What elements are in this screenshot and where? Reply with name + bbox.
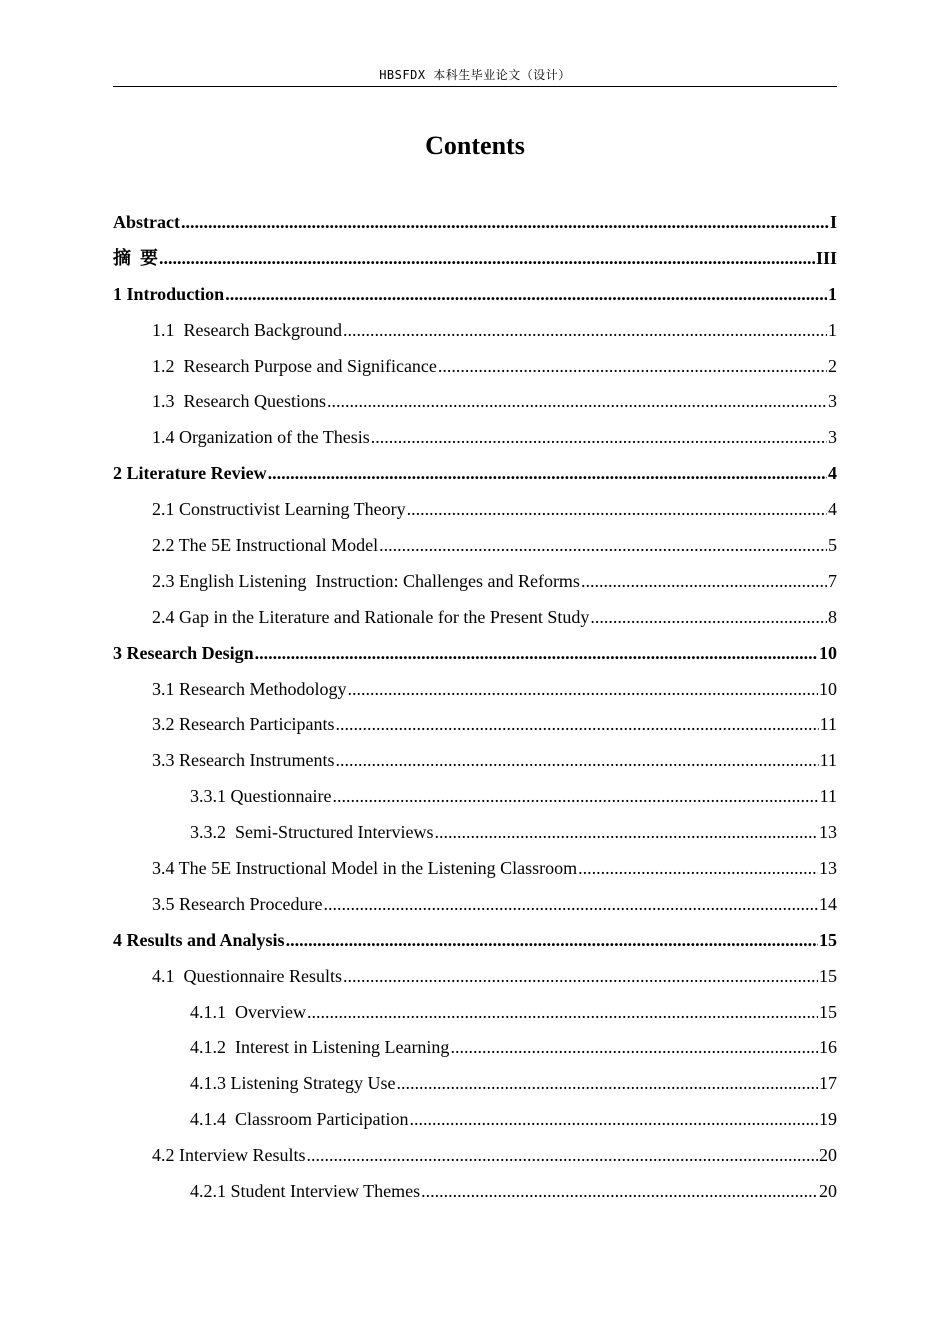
toc-entry-title: 3.1 Research Methodology (152, 678, 347, 699)
page-header: HBSFDX 本科生毕业论文（设计） (379, 68, 571, 82)
toc-dot-leader (450, 1036, 818, 1058)
toc-entry-title: 3.5 Research Procedure (152, 893, 323, 914)
toc-entry-title: 4.1.1 Overview (190, 1001, 306, 1022)
toc-entry-page-number: 4 (828, 499, 837, 520)
toc-dot-leader (396, 1072, 818, 1094)
toc-entry-page-number: 10 (819, 678, 837, 699)
toc-dot-leader (590, 606, 827, 628)
toc-entry-page-number: 7 (828, 570, 837, 591)
toc-entry[interactable] (113, 491, 837, 527)
toc-entry-title: 4.1.3 Listening Strategy Use (190, 1073, 396, 1094)
toc-dot-leader (286, 929, 818, 951)
toc-entry-page-number: 11 (819, 750, 837, 771)
toc-entry-title: 3.2 Research Participants (152, 714, 335, 735)
toc-entry[interactable] (113, 1101, 837, 1137)
toc-entry[interactable] (113, 850, 837, 886)
toc-entry[interactable] (113, 994, 837, 1030)
toc-entry-title: 4.2.1 Student Interview Themes (190, 1180, 421, 1201)
toc-entry-title: 4.1.4 Classroom Participation (190, 1109, 409, 1130)
toc-entry[interactable] (113, 778, 837, 814)
toc-dot-leader (578, 857, 818, 879)
toc-entry-title: 3.3 Research Instruments (152, 750, 335, 771)
toc-entry[interactable] (113, 922, 837, 958)
toc-dot-leader (421, 1180, 818, 1202)
toc-dot-leader (335, 713, 818, 735)
page-title: Contents (425, 131, 525, 160)
toc-dot-leader (255, 642, 818, 664)
toc-entry-page-number: 11 (819, 714, 837, 735)
toc-entry[interactable] (113, 527, 837, 563)
toc-entry-page-number: 3 (828, 391, 837, 412)
toc-entry-title: 3.4 The 5E Instructional Model in the Listening Classroom (152, 857, 578, 878)
toc-entry-page-number: 15 (819, 1001, 837, 1022)
toc-entry[interactable] (113, 742, 837, 778)
toc-entry-title: 4 Results and Analysis (113, 929, 285, 950)
toc-entry[interactable] (113, 886, 837, 922)
toc-dot-leader (438, 355, 827, 377)
toc-entry-title: 3 Research Design (113, 642, 254, 663)
toc-entry[interactable] (113, 204, 837, 240)
toc-entry[interactable] (113, 1173, 837, 1209)
toc-entry-page-number: 19 (819, 1109, 837, 1130)
toc-dot-leader (268, 462, 827, 484)
toc-entry-page-number: 13 (819, 857, 837, 878)
toc-entry-title: 摘 要 (113, 247, 158, 268)
toc-dot-leader (407, 498, 827, 520)
toc-entry-title: 2.1 Constructivist Learning Theory (152, 499, 406, 520)
toc-entry[interactable] (113, 419, 837, 455)
toc-entry[interactable] (113, 814, 837, 850)
toc-entry-title: 4.1.2 Interest in Listening Learning (190, 1037, 450, 1058)
toc-entry-title: 1.3 Research Questions (152, 391, 326, 412)
toc-dot-leader (343, 319, 827, 341)
toc-entry-page-number: 10 (819, 642, 837, 663)
toc-entry[interactable] (113, 455, 837, 491)
toc-entry-page-number: 14 (819, 893, 837, 914)
toc-dot-leader (434, 821, 818, 843)
toc-entry-page-number: 1 (828, 283, 837, 304)
toc-entry-page-number: 3 (828, 427, 837, 448)
toc-dot-leader (371, 426, 827, 448)
toc-entry[interactable] (113, 706, 837, 742)
toc-entry-title: 2.2 The 5E Instructional Model (152, 534, 379, 555)
toc-entry[interactable] (113, 1065, 837, 1101)
toc-entry[interactable] (113, 563, 837, 599)
toc-entry[interactable] (113, 1137, 837, 1173)
toc-entry-page-number: 11 (819, 786, 837, 807)
toc-entry[interactable] (113, 599, 837, 635)
toc-entry-title: 4.1 Questionnaire Results (152, 965, 342, 986)
toc-dot-leader (327, 390, 827, 412)
toc-entry-title: 2.4 Gap in the Literature and Rationale for the Present Study (152, 606, 590, 627)
toc-entry[interactable] (113, 240, 837, 276)
toc-entry-page-number: 8 (828, 606, 837, 627)
toc-dot-leader (335, 749, 818, 771)
toc-entry-page-number: 1 (828, 319, 837, 340)
toc-dot-leader (379, 534, 827, 556)
toc-entry-title: 1 Introduction (113, 283, 225, 304)
toc-entry-page-number: 17 (819, 1073, 837, 1094)
toc-entry-title: 3.3.1 Questionnaire (190, 786, 332, 807)
table-of-contents (113, 204, 837, 1209)
toc-entry[interactable] (113, 958, 837, 994)
toc-dot-leader (347, 678, 818, 700)
toc-entry[interactable] (113, 383, 837, 419)
toc-entry-page-number: 20 (819, 1180, 837, 1201)
toc-entry-page-number: III (815, 247, 837, 268)
toc-dot-leader (581, 570, 827, 592)
toc-entry-page-number: I (829, 211, 837, 232)
toc-entry-title: 4.2 Interview Results (152, 1145, 306, 1166)
toc-dot-leader (306, 1144, 818, 1166)
toc-entry-page-number: 4 (828, 463, 837, 484)
toc-dot-leader (409, 1108, 818, 1130)
toc-entry-title: 1.4 Organization of the Thesis (152, 427, 370, 448)
toc-entry-page-number: 5 (828, 534, 837, 555)
header-rule (113, 86, 837, 87)
toc-dot-leader (307, 1001, 818, 1023)
toc-entry-page-number: 20 (819, 1145, 837, 1166)
toc-entry-title: 3.3.2 Semi-Structured Interviews (190, 822, 434, 843)
toc-entry-title: 2 Literature Review (113, 463, 267, 484)
toc-entry[interactable] (113, 671, 837, 707)
toc-entry-title: Abstract (113, 211, 180, 232)
toc-entry-page-number: 2 (828, 355, 837, 376)
toc-entry-title: 1.1 Research Background (152, 319, 342, 340)
toc-dot-leader (159, 247, 815, 269)
toc-entry[interactable] (113, 312, 837, 348)
toc-entry-page-number: 15 (819, 929, 837, 950)
toc-entry[interactable] (113, 1029, 837, 1065)
toc-entry-title: 1.2 Research Purpose and Significance (152, 355, 437, 376)
toc-entry[interactable] (113, 276, 837, 312)
toc-dot-leader (332, 785, 818, 807)
toc-dot-leader (225, 283, 827, 305)
toc-entry[interactable] (113, 635, 837, 671)
toc-entry-page-number: 16 (819, 1037, 837, 1058)
toc-entry-page-number: 15 (819, 965, 837, 986)
toc-entry[interactable] (113, 348, 837, 384)
toc-dot-leader (343, 965, 818, 987)
toc-entry-title: 2.3 English Listening Instruction: Challenges and Reforms (152, 570, 580, 591)
toc-entry-page-number: 13 (819, 822, 837, 843)
toc-dot-leader (323, 893, 818, 915)
toc-dot-leader (181, 211, 829, 233)
